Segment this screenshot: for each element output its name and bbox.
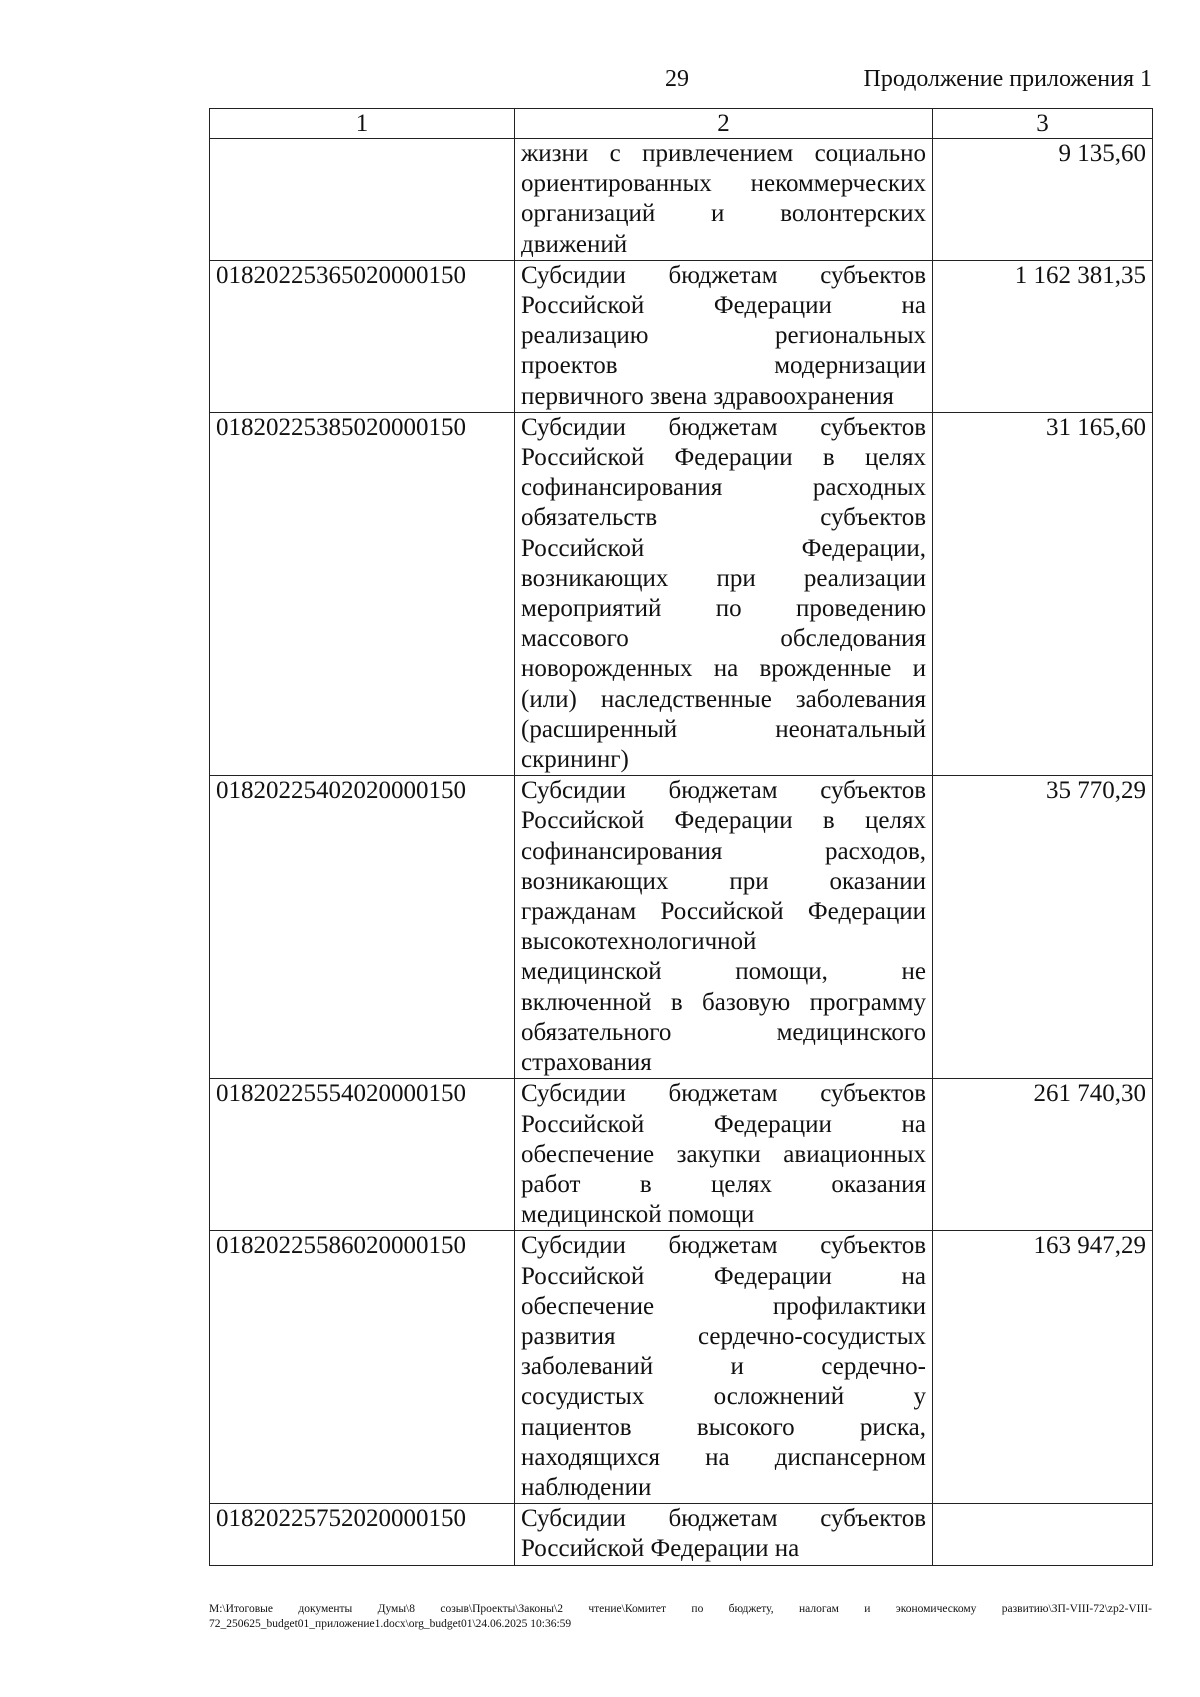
income-description [515,260,933,412]
appendix-continuation-title: Продолжение приложения 1 [863,66,1152,92]
table-row [210,1079,1153,1231]
description-line: скрининг) [521,746,629,774]
amount-value: 9 135,60 [933,139,1153,261]
budget-table [209,108,1153,1566]
description-line: жизни с привлечением социально [521,140,926,167]
description-line: Российской Федерации, [521,534,926,562]
income-description [515,412,933,775]
description-line: работ в целях оказания [521,1170,926,1198]
description-line: мероприятий по проведению [521,595,926,623]
description-line: Субсидии бюджетам субъектов [521,413,926,441]
description-line: находящихся на диспансерном [521,1443,926,1471]
description-line: проектов модернизации [521,352,926,380]
description-line: Субсидии бюджетам субъектов [521,261,926,289]
description-line: (расширенный неонатальный [521,715,926,743]
description-line: Субсидии бюджетам субъектов [521,1505,926,1533]
description-line: Российской Федерации на [521,1535,800,1563]
description-line: Российской Федерации на [521,1110,926,1138]
budget-classification-code: 01820225402020000150 [210,776,515,1079]
budget-classification-code: 01820225752020000150 [210,1504,515,1565]
description-line: заболеваний и сердечно- [521,1353,926,1381]
description-line: гражданам Российской Федерации [521,898,926,926]
description-line: софинансирования расходных [521,474,926,502]
description-line: Субсидии бюджетам субъектов [521,1232,926,1260]
description-line: Российской Федерации в целях [521,444,926,472]
amount-value: 35 770,29 [933,776,1153,1079]
description-line: страхования [521,1049,652,1077]
description-line: медицинской помощи [521,1201,755,1229]
amount-value: 261 740,30 [933,1079,1153,1231]
budget-classification-code [210,139,515,261]
budget-classification-code: 01820225385020000150 [210,412,515,775]
description-line: реализацию региональных [521,322,926,350]
description-line: высокотехнологичной [521,928,757,956]
description-line: массового обследования [521,625,926,653]
description-line: (или) наследственные заболевания [521,685,926,713]
description-line: возникающих при реализации [521,564,926,592]
description-line: наблюдении [521,1473,652,1501]
description-line: медицинской помощи, не [521,958,926,986]
income-description [515,1079,933,1231]
income-description [515,139,933,261]
column-header-3: 3 [933,109,1153,139]
description-line: Российской Федерации в целях [521,807,926,835]
table-row [210,260,1153,412]
budget-classification-code: 01820225586020000150 [210,1231,515,1504]
description-line: обеспечение закупки авиационных [521,1140,926,1168]
description-line: движений [521,230,628,258]
budget-classification-code: 01820225554020000150 [210,1079,515,1231]
description-line: обязательств субъектов [521,504,926,532]
description-line: софинансирования расходов, [521,837,926,865]
description-line: организаций и волонтерских [521,200,926,228]
table-row [210,139,1153,261]
amount-value [933,1504,1153,1565]
table-row [210,1504,1153,1565]
description-line: Субсидии бюджетам субъектов [521,1080,926,1108]
amount-value: 31 165,60 [933,412,1153,775]
amount-value: 1 162 381,35 [933,260,1153,412]
description-line: новорожденных на врожденные и [521,655,926,683]
column-header-1: 1 [210,109,515,139]
description-line: Российской Федерации на [521,292,926,320]
document-file-path: M:\Итоговые документы Думы\8 созыв\Проекты\Законы\2 чтение\Комитет по бюджету, налогам и экономическому развитию\ЗП-VIII-72\zp2-VIII-72_250625_budget01_приложение1.docx\org_budget01\24.06.2025 10:36:59 [209,1603,1152,1630]
description-line: Российской Федерации на [521,1262,926,1290]
description-line: Субсидии бюджетам субъектов [521,777,926,805]
income-description [515,1504,933,1565]
table-row [210,1231,1153,1504]
income-description [515,1231,933,1504]
page-number: 29 [665,66,689,92]
table-body [210,139,1153,1566]
description-line: первичного звена здравоохранения [521,382,894,410]
description-line: развития сердечно-сосудистых [521,1322,926,1350]
table-header-row [210,109,1153,139]
description-line: возникающих при оказании [521,867,926,895]
description-line: обеспечение профилактики [521,1292,926,1320]
table-row [210,776,1153,1079]
amount-value: 163 947,29 [933,1231,1153,1504]
description-line: включенной в базовую программу [521,988,926,1016]
income-description [515,776,933,1079]
description-line: сосудистых осложнений у [521,1383,926,1411]
description-line: пациентов высокого риска, [521,1413,926,1441]
column-header-2: 2 [515,109,933,139]
description-line: обязательного медицинского [521,1018,926,1046]
description-line: ориентированных некоммерческих [521,170,926,198]
table-row [210,412,1153,775]
budget-classification-code: 01820225365020000150 [210,260,515,412]
